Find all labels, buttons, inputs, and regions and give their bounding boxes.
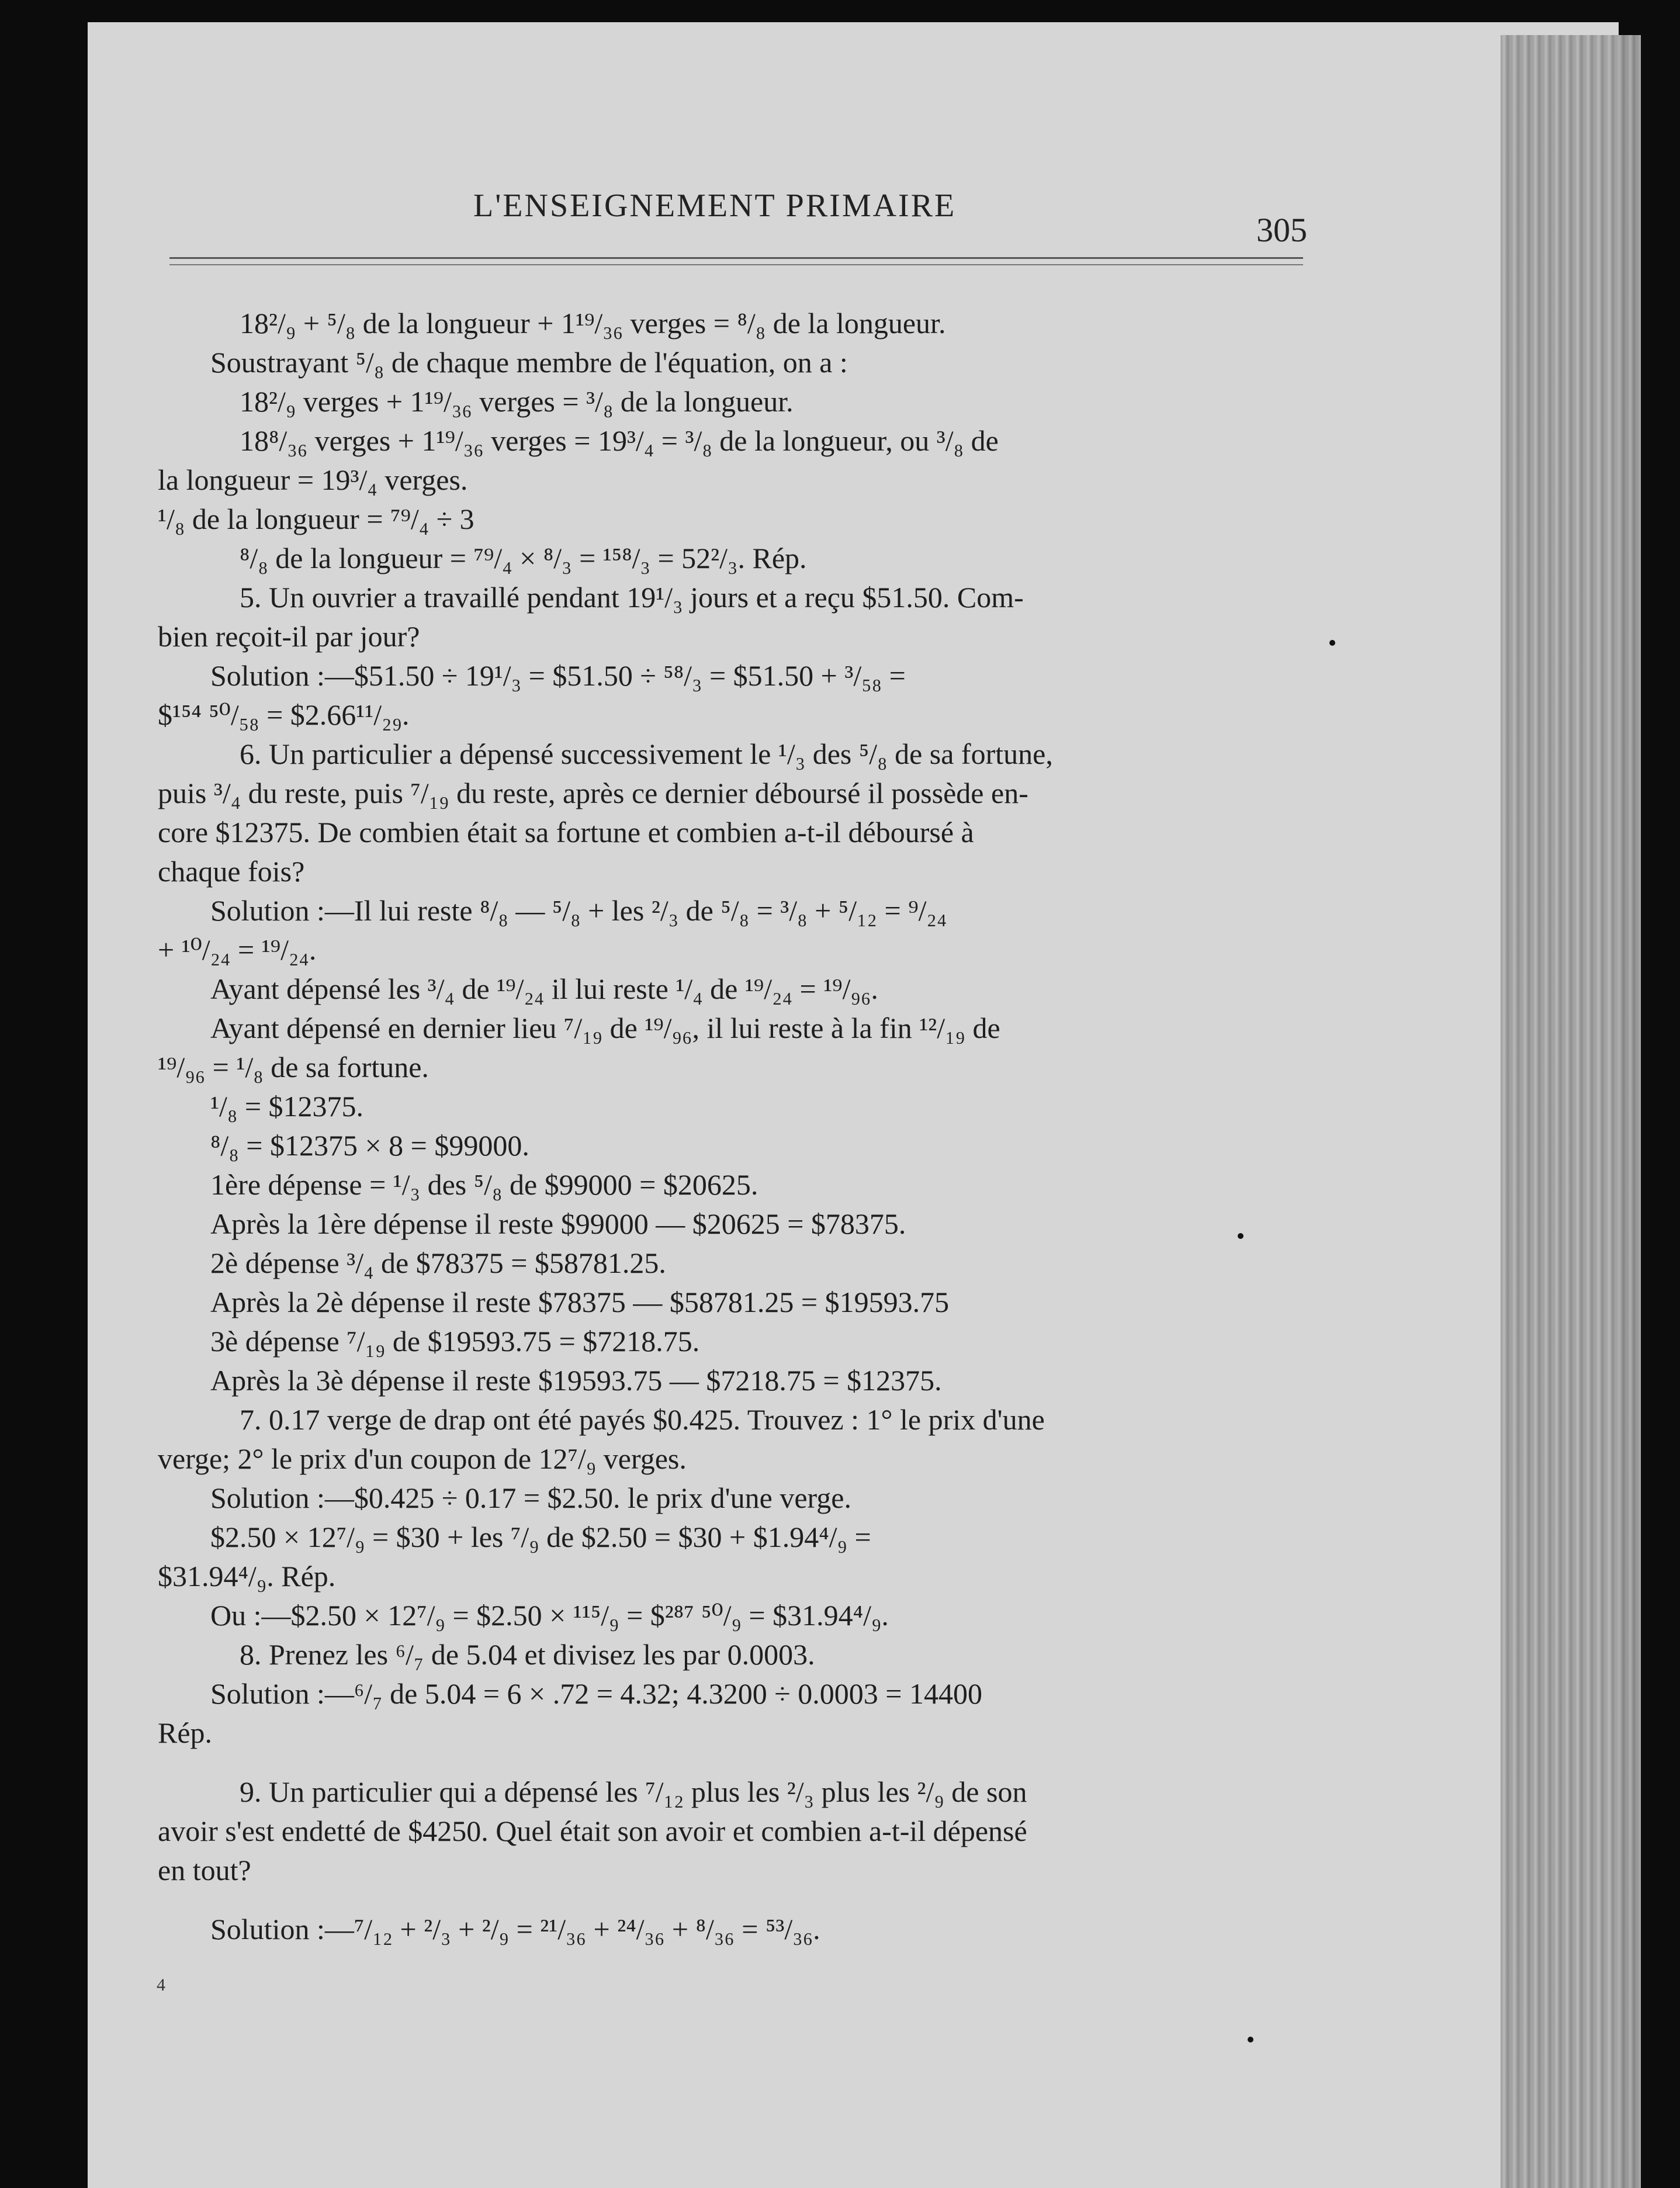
text-line: ¹/₈ = $12375.: [210, 1090, 364, 1123]
text-line: ¹/₈ de la longueur = ⁷⁹/₄ ÷ 3: [158, 503, 474, 535]
text-line: ⁸/₈ = $12375 × 8 = $99000.: [210, 1129, 529, 1162]
text-line: $¹⁵⁴ ⁵⁰/₅₈ = $2.66¹¹/₂₉.: [158, 698, 410, 731]
text-line: $2.50 × 12⁷/₉ = $30 + les ⁷/₉ de $2.50 = $30 + $1.94⁴/₉ =: [210, 1521, 871, 1553]
signature-mark: 4: [157, 1975, 165, 1995]
text-line: 5. Un ouvrier a travaillé pendant 19¹/₃ jours et a reçu $51.50. Com-: [240, 581, 1024, 614]
text-line: ¹⁹/₉₆ = ¹/₈ de sa fortune.: [158, 1051, 429, 1083]
text-line: Solution :—⁷/₁₂ + ²/₃ + ²/₉ = ²¹/₃₆ + ²⁴/₃₆ + ⁸/₃₆ = ⁵³/₃₆.: [210, 1913, 820, 1945]
running-title: L'ENSEIGNEMENT PRIMAIRE: [473, 188, 957, 224]
text-line: Ayant dépensé les ³/₄ de ¹⁹/₂₄ il lui reste ¹/₄ de ¹⁹/₂₄ = ¹⁹/₉₆.: [210, 972, 878, 1005]
page-edges: [1501, 35, 1641, 2188]
text-line: Solution :—⁶/₇ de 5.04 = 6 × .72 = 4.32; 4.3200 ÷ 0.0003 = 14400: [210, 1677, 982, 1710]
ink-speck: [1329, 640, 1335, 646]
paragraph-gap: [158, 1890, 1309, 1910]
text-line: la longueur = 19³/₄ verges.: [158, 463, 468, 496]
text-line: 6. Un particulier a dépensé successivement le ¹/₃ des ⁵/₈ de sa fortune,: [240, 738, 1053, 770]
text-line: verge; 2° le prix d'un coupon de 12⁷/₉ verges.: [158, 1442, 687, 1475]
text-line: avoir s'est endetté de $4250. Quel était son avoir et combien a-t-il dépensé: [158, 1815, 1027, 1847]
text-line: Après la 2è dépense il reste $78375 — $58781.25 = $19593.75: [210, 1286, 950, 1318]
text-line: 8. Prenez les ⁶/₇ de 5.04 et divisez les par 0.0003.: [240, 1638, 815, 1671]
paragraph-gap: [158, 1753, 1309, 1772]
text-line: Solution :—$51.50 ÷ 19¹/₃ = $51.50 ÷ ⁵⁸/₃ = $51.50 + ³/₅₈ =: [210, 659, 906, 692]
text-line: Soustrayant ⁵/₈ de chaque membre de l'équation, on a :: [210, 346, 848, 379]
header-rule-thin: [169, 264, 1303, 265]
text-line: Solution :—$0.425 ÷ 0.17 = $2.50. le prix d'une verge.: [210, 1481, 851, 1514]
header-rule: [169, 257, 1303, 259]
text-line: 18²/₉ verges + 1¹⁹/₃₆ verges = ³/₈ de la longueur.: [240, 385, 794, 418]
ink-speck: [1248, 2037, 1253, 2042]
text-line: 3è dépense ⁷/₁₉ de $19593.75 = $7218.75.: [210, 1325, 700, 1358]
text-line: 18²/₉ + ⁵/₈ de la longueur + 1¹⁹/₃₆ verges = ⁸/₈ de la longueur.: [240, 307, 946, 340]
text-line: Ou :—$2.50 × 12⁷/₉ = $2.50 × ¹¹⁵/₉ = $²⁸⁷ ⁵⁰/₉ = $31.94⁴/₉.: [210, 1599, 889, 1632]
text-line: puis ³/₄ du reste, puis ⁷/₁₉ du reste, après ce dernier déboursé il possède en-: [158, 777, 1028, 809]
text-line: 18⁸/₃₆ verges + 1¹⁹/₃₆ verges = 19³/₄ = ³/₈ de la longueur, ou ³/₈ de: [240, 424, 999, 457]
text-line: chaque fois?: [158, 855, 305, 888]
text-line: + ¹⁰/₂₄ = ¹⁹/₂₄.: [158, 933, 317, 966]
text-line: 2è dépense ³/₄ de $78375 = $58781.25.: [210, 1247, 666, 1279]
text-line: Ayant dépensé en dernier lieu ⁷/₁₉ de ¹⁹/₉₆, il lui reste à la fin ¹²/₁₉ de: [210, 1012, 1000, 1044]
text-line: $31.94⁴/₉. Rép.: [158, 1560, 336, 1592]
text-line: 9. Un particulier qui a dépensé les ⁷/₁₂ plus les ²/₃ plus les ²/₉ de son: [240, 1775, 1027, 1808]
page-number: 305: [1256, 211, 1307, 249]
text-line: bien reçoit-il par jour?: [158, 620, 420, 653]
text-line: ⁸/₈ de la longueur = ⁷⁹/₄ × ⁸/₃ = ¹⁵⁸/₃ = 52²/₃. Rép.: [240, 542, 807, 574]
text-line: 1ère dépense = ¹/₃ des ⁵/₈ de $99000 = $20625.: [210, 1168, 758, 1201]
text-line: Solution :—Il lui reste ⁸/₈ — ⁵/₈ + les ²/₃ de ⁵/₈ = ³/₈ + ⁵/₁₂ = ⁹/₂₄: [210, 894, 947, 927]
text-line: Après la 1ère dépense il reste $99000 — $20625 = $78375.: [210, 1207, 906, 1240]
text-line: Après la 3è dépense il reste $19593.75 — $7218.75 = $12375.: [210, 1364, 942, 1397]
ink-speck: [1238, 1233, 1243, 1239]
text-line: Rép.: [158, 1716, 213, 1749]
text-line: en tout?: [158, 1854, 251, 1886]
text-line: core $12375. De combien était sa fortune et combien a-t-il déboursé à: [158, 816, 974, 849]
page-body-text: [158, 304, 1309, 1949]
text-line: 7. 0.17 verge de drap ont été payés $0.425. Trouvez : 1° le prix d'une: [240, 1403, 1045, 1436]
